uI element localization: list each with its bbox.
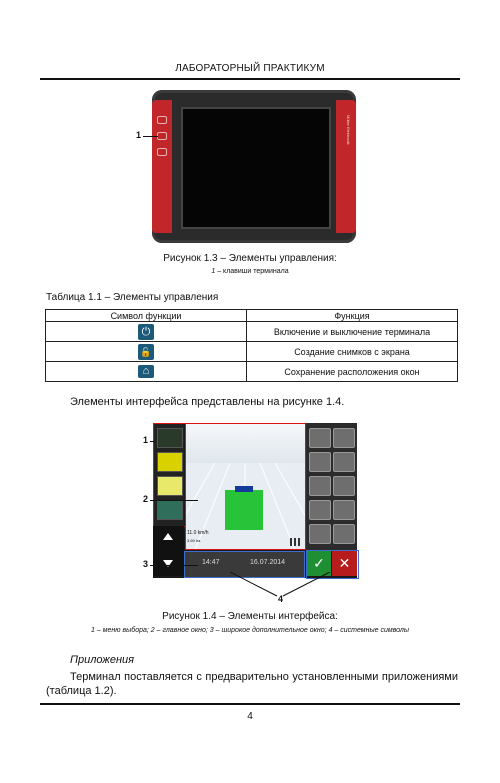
date-readout: 16.07.2014	[250, 559, 286, 566]
section-heading: Приложения	[70, 654, 135, 666]
body-paragraph: Элементы интерфейса представлены на рисунке 1.4.	[70, 396, 345, 408]
speed-readout: 11.0 km/h	[187, 530, 209, 536]
legend-text: – широкое дополнительное окно;	[213, 627, 329, 634]
figure-subcaption	[0, 268, 500, 275]
power-icon: ⏻	[138, 324, 154, 340]
callout-leader	[150, 441, 155, 442]
terminal-brand-logo: Müller Elektronik	[346, 115, 351, 145]
legend-num: 4	[328, 627, 333, 634]
figure-caption: Рисунок 1.3 – Элементы управления:	[163, 253, 337, 264]
check-icon: ✓	[307, 551, 331, 576]
panel-button	[309, 428, 331, 448]
panel-button	[333, 452, 355, 472]
column-header: Символ функции	[46, 310, 247, 322]
subcaption-num: 1	[211, 268, 216, 275]
header-rule	[40, 78, 460, 80]
callout-leader	[143, 136, 158, 137]
panel-button	[333, 476, 355, 496]
legend-text: – главное окно;	[154, 627, 210, 634]
legend-num: 1	[91, 627, 95, 634]
terminal-key-home	[157, 148, 167, 156]
section-body: Терминал поставляется с предварительно установленными приложениями (таблица 1.2).	[46, 671, 458, 697]
terminal-screen	[181, 107, 331, 229]
controls-table	[45, 309, 458, 382]
figure-legend	[0, 627, 500, 634]
close-icon: ✕	[332, 551, 357, 576]
callout-1: 1	[136, 130, 142, 140]
callout-4-leaders	[230, 572, 340, 598]
highlight-box-menu	[153, 423, 186, 527]
icon-cell	[46, 362, 247, 382]
page-number: 4	[247, 711, 253, 722]
legend-text: – меню выбора;	[94, 627, 151, 634]
table-row	[46, 342, 458, 362]
callout-4: 4	[278, 594, 284, 604]
panel-button	[309, 476, 331, 496]
footer-rule	[40, 703, 460, 705]
panel-button	[333, 500, 355, 520]
callout-3: 3	[143, 559, 149, 569]
panel-button	[309, 524, 331, 544]
table-row	[46, 322, 458, 342]
figure-caption: Рисунок 1.4 – Элементы интерфейса:	[162, 611, 338, 622]
panel-button	[309, 452, 331, 472]
home-icon: ⌂	[138, 365, 154, 378]
icon-cell	[46, 322, 247, 342]
running-header: ЛАБОРАТОРНЫЙ ПРАКТИКУМ	[175, 63, 325, 74]
legend-num: 3	[209, 627, 214, 634]
subcaption-text: – клавиши терминала	[215, 268, 289, 275]
function-cell: Создание снимков с экрана	[247, 342, 458, 362]
legend-num: 2	[150, 627, 155, 634]
panel-button	[333, 524, 355, 544]
callout-leader	[150, 565, 198, 566]
panel-button	[309, 500, 331, 520]
function-cell: Сохранение расположения окон	[247, 362, 458, 382]
legend-text: – системные символы	[332, 627, 409, 634]
icon-cell	[46, 342, 247, 362]
column-header: Функция	[247, 310, 458, 322]
callout-leader	[150, 500, 198, 501]
callout-2: 2	[143, 494, 149, 504]
function-cell: Включение и выключение терминала	[247, 322, 458, 342]
callout-1: 1	[143, 435, 149, 445]
arrow-up-icon	[163, 533, 173, 540]
terminal-key-screenshot	[157, 132, 167, 140]
terminal-key-power	[157, 116, 167, 124]
table-title: Таблица 1.1 – Элементы управления	[46, 292, 219, 303]
unlock-icon: 🔓	[138, 344, 154, 360]
highlight-box-main	[185, 423, 306, 550]
panel-button	[333, 428, 355, 448]
table-row	[46, 362, 458, 382]
area-readout: 3.69 ha	[187, 538, 201, 543]
time-readout: 14:47	[202, 559, 220, 566]
table-header-row	[46, 310, 458, 322]
